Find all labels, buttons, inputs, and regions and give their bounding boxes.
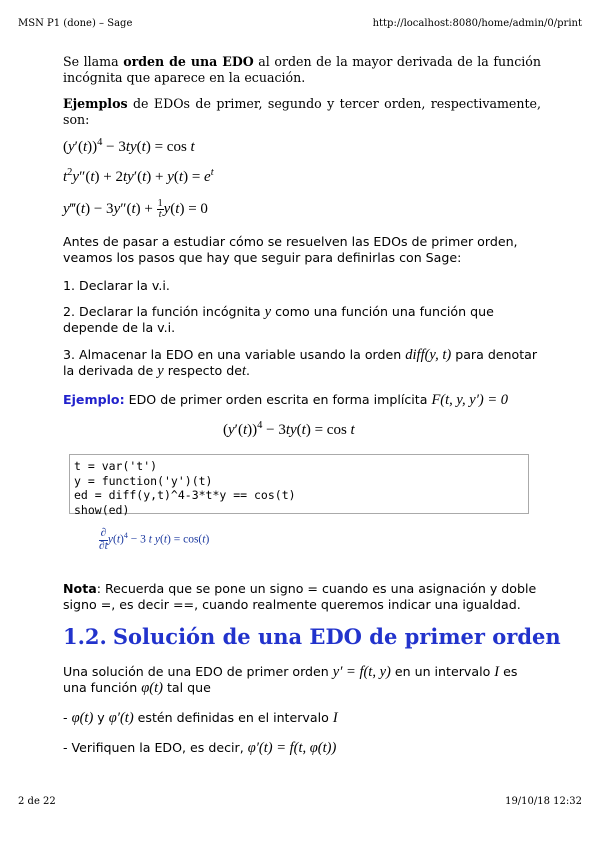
equation-second-order: $t^2y''(t) + 2ty'(t) + y(t) = e^t$ xyxy=(63,167,214,185)
nota-bold: Nota xyxy=(63,581,97,596)
step-3 xyxy=(63,347,541,379)
solucion-paragraph xyxy=(63,664,541,696)
examples-bold: Ejemplos xyxy=(63,96,128,111)
examples-paragraph xyxy=(63,96,541,128)
step-2-post: como una función una función que depende de la v.i. xyxy=(63,304,494,335)
step-2-pre: 2. Declarar la función incógnita xyxy=(63,304,261,319)
code-line: y = function('y')(t) xyxy=(74,473,213,488)
code-output: $\frac{\partial}{\partial t}$ $y(t)^4 - 3$ t y(t) = cos(t) xyxy=(99,527,210,552)
ejemplo-text: EDO de primer orden escrita en forma implícita xyxy=(128,392,428,407)
intro-pre: Se llama xyxy=(63,54,119,69)
ejemplo-paragraph xyxy=(63,392,541,408)
section-number: 1.2. xyxy=(63,624,107,649)
solucion-pre: Una solución de una EDO de primer orden xyxy=(63,664,329,679)
solucion-var: I xyxy=(494,664,500,680)
solucion-end: tal que xyxy=(166,680,211,695)
code-line: show(ed) xyxy=(74,502,130,517)
intro-post: al orden de la mayor derivada de la función incógnita que aparece en la ecuación. xyxy=(63,54,541,85)
solucion-mid2: es una función xyxy=(63,664,518,695)
code-cell[interactable] xyxy=(69,454,529,517)
step-3-var2: t xyxy=(242,363,247,379)
solucion-formula: y′ = f(t, y) xyxy=(332,664,391,680)
step-3-end: . xyxy=(246,363,251,378)
footer-timestamp: 19/10/18 12:32 xyxy=(505,796,582,807)
intro-paragraph xyxy=(63,54,541,86)
bullet-2-text: - Verifiquen la EDO, es decir, xyxy=(63,740,244,755)
nota-paragraph xyxy=(63,581,541,613)
bullet-1-f1: φ(t) xyxy=(71,710,94,726)
step-3-mid2: respecto de xyxy=(167,363,242,378)
step-1: 1. Declarar la v.i. xyxy=(63,278,170,293)
step-3-cmd: diff(y, t) xyxy=(405,347,452,363)
bullet-1-f2: φ′(t) xyxy=(108,710,134,726)
step-3-pre: 3. Almacenar la EDO en una variable usando la orden xyxy=(63,347,402,362)
bullet-2-formula: φ′(t) = f(t, φ(t)) xyxy=(247,740,337,756)
bullet-1-var: I xyxy=(332,710,338,726)
section-title: Solución de una EDO de primer orden xyxy=(112,624,561,649)
bullet-1-dash: - xyxy=(63,710,68,725)
bullet-1-text: estén definidas en el intervalo xyxy=(137,710,329,725)
bullet-verifiquen xyxy=(63,740,541,756)
header-title: MSN P1 (done) – Sage xyxy=(18,18,133,29)
intro-bold: orden de una EDO xyxy=(123,54,254,69)
bullet-1-y: y xyxy=(97,710,105,725)
code-line: t = var('t') xyxy=(74,459,158,473)
step-3-var1: y xyxy=(157,363,164,379)
examples-text: de EDOs de primer, segundo y tercer orden, respectivamente, son: xyxy=(63,96,542,127)
footer-page-count: 2 de 22 xyxy=(18,796,56,807)
bullet-definidas xyxy=(63,710,541,726)
step-2 xyxy=(63,304,541,336)
ejemplo-formula: F(t, y, y′) = 0 xyxy=(431,392,509,408)
header-url: http://localhost:8080/home/admin/0/print xyxy=(372,18,582,29)
equation-third-order: y‴(t) − 3y″(t) + $\frac{1}{t}$ y(t) = 0 xyxy=(63,198,208,220)
ejemplo-display-equation: $(y'(t))^4 - 3ty(t) = \cos t$ xyxy=(223,420,355,438)
solucion-mid: en un intervalo xyxy=(394,664,491,679)
step-3-mid: para denotar la derivada de xyxy=(63,347,538,378)
step-2-var: y xyxy=(264,304,272,320)
equation-first-order: $(y'(t))^4 - 3ty(t) = \cos t$ xyxy=(63,137,195,155)
solucion-phi: φ(t) xyxy=(141,680,163,696)
ejemplo-label: Ejemplo: xyxy=(63,392,125,407)
code-line: ed = diff(y,t)^4-3*t*y == cos(t) xyxy=(74,488,296,502)
section-heading xyxy=(63,624,561,649)
nota-text: : Recuerda que se pone un signo = cuando es una asignación y doble signo =, es decir ==, cuando realmente queremos indicar una igualdad. xyxy=(63,581,537,612)
antes-paragraph: Antes de pasar a estudiar cómo se resuelven las EDOs de primer orden, veamos los pasos que hay que seguir para definirlas con Sage: xyxy=(63,234,518,265)
